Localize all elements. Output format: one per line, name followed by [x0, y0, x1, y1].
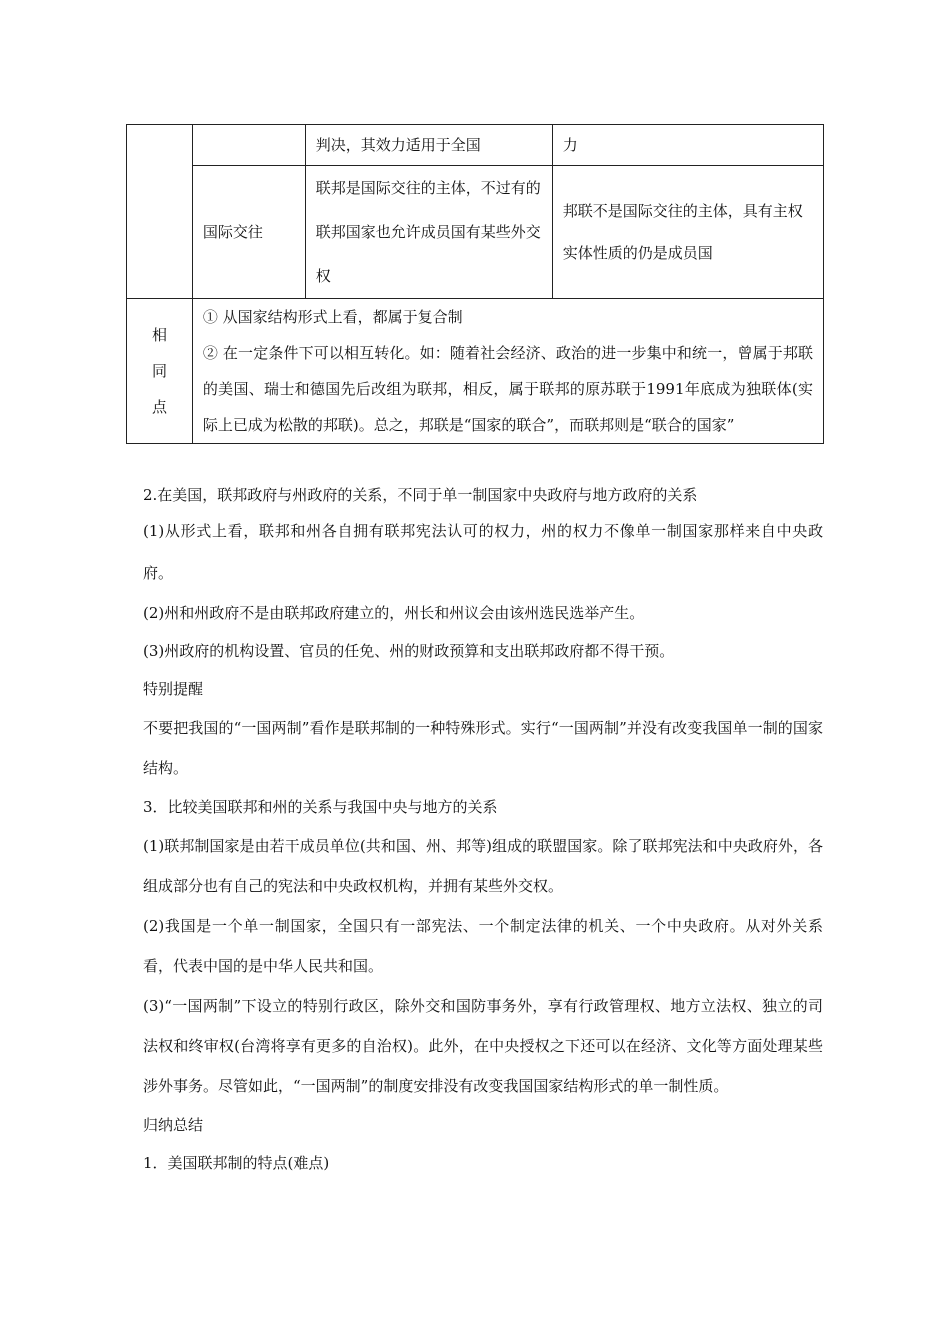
similarity-point-2: ② 在一定条件下可以相互转化。如：随着社会经济、政治的进一步集中和统一，曾属于邦联的美国、瑞士和德国先后改组为联邦，相反，属于联邦的原苏联于1991年底成为独联体(实际上已成为松散的邦联)。总之，邦联是“国家的联合”，而联邦则是“联合的国家”: [202, 344, 813, 434]
paragraph: (2)我国是一个单一制国家，全国只有一部宪法、一个制定法律的机关、一个中央政府。从对外关系看，代表中国的是中华人民共和国。: [143, 917, 823, 975]
label-char: 相: [151, 326, 167, 344]
table-cell-similarities-label: [127, 299, 193, 444]
comparison-table: [126, 124, 824, 444]
paragraph-heading: 3．比较美国联邦和州的关系与我国中央与地方的关系: [143, 798, 498, 816]
table-cell-confederal: 邦联不是国际交往的主体，具有主权实体性质的仍是成员国: [552, 166, 823, 299]
paragraph-heading: 1．美国联邦制的特点(难点): [143, 1154, 330, 1172]
table-row-similarities: [127, 299, 824, 444]
table-cell-aspect-empty: [192, 125, 305, 166]
table-cell-aspect: 国际交往: [192, 166, 305, 299]
paragraph: (3)“一国两制”下设立的特别行政区，除外交和国防事务外，享有行政管理权、地方立法权、独立的司法权和终审权(台湾将享有更多的自治权)。此外，在中央授权之下还可以在经济、文化等方面处理某些涉外事务。尽管如此，“一国两制”的制度安排没有改变我国国家结构形式的单一制性质。: [143, 997, 823, 1095]
similarity-point-1: ① 从国家结构形式上看，都属于复合制: [202, 308, 463, 326]
label-char: 点: [151, 398, 167, 416]
paragraph-heading: 2.在美国，联邦政府与州政府的关系，不同于单一制国家中央政府与地方政府的关系: [143, 486, 698, 504]
table-cell-blank: [127, 125, 193, 299]
table-row-international: [127, 166, 824, 299]
section-label: 归纳总结: [143, 1116, 204, 1134]
label-char: 同: [151, 362, 167, 380]
paragraph: (1)联邦制国家是由若干成员单位(共和国、州、邦等)组成的联盟国家。除了联邦宪法和中央政府外，各组成部分也有自己的宪法和中央政权机构，并拥有某些外交权。: [143, 837, 823, 895]
section-label: 特别提醒: [143, 680, 204, 698]
paragraph: (1)从形式上看，联邦和州各自拥有联邦宪法认可的权力，州的权力不像单一制国家那样来自中央政府。: [143, 522, 823, 582]
table-cell-confederal: 力: [552, 125, 823, 166]
body-text: [143, 480, 823, 1182]
table-row-judgment: [127, 125, 824, 166]
paragraph: 不要把我国的“一国两制”看作是联邦制的一种特殊形式。实行“一国两制”并没有改变我国单一制的国家结构。: [143, 719, 823, 777]
table-cell-federal: 联邦是国际交往的主体，不过有的联邦国家也允许成员国有某些外交权: [305, 166, 552, 299]
table-cell-similarities: [192, 299, 823, 444]
paragraph: (2)州和州政府不是由联邦政府建立的，州长和州议会由该州选民选举产生。: [143, 604, 645, 622]
paragraph: (3)州政府的机构设置、官员的任免、州的财政预算和支出联邦政府都不得干预。: [143, 642, 675, 660]
table-cell-federal: 判决，其效力适用于全国: [305, 125, 552, 166]
